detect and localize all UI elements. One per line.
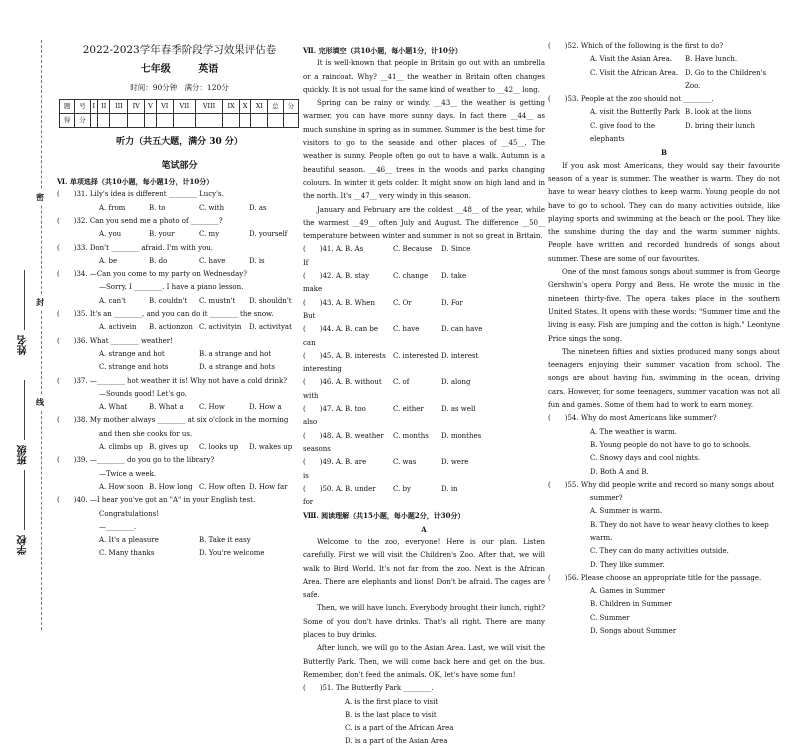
option[interactable]: C. Many thanks: [99, 549, 155, 558]
option[interactable]: A. Visit the Asian Area.: [590, 55, 672, 64]
option[interactable]: A. Games in Summer: [590, 587, 665, 596]
question-stem: ( )53. People at the zoo should not ________.: [548, 95, 714, 104]
score-cell[interactable]: [173, 114, 195, 128]
option[interactable]: C. strange and hots: [99, 363, 169, 372]
option[interactable]: C. Summer: [590, 613, 630, 622]
column-middle: [303, 44, 545, 749]
option[interactable]: D. can have: [441, 325, 483, 334]
option[interactable]: C. is a part of the African Area: [345, 724, 454, 733]
question-stem: ( )39. —________ do you go to the library?: [57, 456, 215, 465]
passage-b-paragraph: One of the most famous songs about summer is from George Gershwin's opera Porgy and Bess. He wrote the music in the nineteen thirty-five. The opera takes place in the southern United States. It opens with these words: "Summer time and the living is easy. Fish are jumping and the cotton is high." Leontyne Price sings the song.: [548, 268, 780, 343]
option[interactable]: A. Summer is warm.: [590, 507, 663, 516]
exam-title: 2022-2023学年春季阶段学习效果评估卷: [82, 44, 277, 56]
question-stem: ( )34. —Can you come to my party on Wednesday?: [57, 270, 247, 279]
cell: 题: [60, 99, 75, 113]
option[interactable]: B. too: [345, 405, 366, 414]
question-stem-line2: and then she cooks for us.: [99, 429, 193, 438]
option[interactable]: D. How a: [249, 403, 282, 412]
option[interactable]: D. shouldn't: [249, 296, 292, 305]
question-54: [548, 412, 780, 478]
option[interactable]: D. Both A and B.: [590, 467, 649, 476]
option[interactable]: A. The weather is warm.: [590, 427, 677, 436]
cell: X: [239, 99, 251, 113]
option[interactable]: B. actionzon: [149, 323, 193, 332]
cell: II: [97, 99, 110, 113]
option[interactable]: D. is: [249, 256, 265, 265]
total-score: 满分：120分: [184, 82, 229, 92]
question-35: [57, 308, 302, 335]
option[interactable]: D. as well: [441, 405, 476, 414]
question-stem-line2: —Sorry, I ________. I have a piano lesson.: [99, 283, 244, 292]
subject: 英语: [198, 64, 219, 76]
option[interactable]: B. Have lunch.: [685, 55, 738, 64]
cut-word: 封: [36, 295, 44, 310]
options[interactable]: [548, 106, 780, 119]
question-stem: ( )38. My mother always ________ at six o'clock in the morning: [57, 416, 289, 425]
option[interactable]: B. stay: [345, 272, 370, 281]
question-38: [57, 414, 302, 454]
score-header-row: [60, 99, 299, 113]
option[interactable]: B. are: [345, 458, 367, 467]
question-31: [57, 188, 302, 215]
question-34: [57, 268, 302, 308]
passage-b-paragraph: If you ask most Americans, they would say their favourite season of a year is summer. The weather is warm. They do not have to wear heavy clothes to keep warm. Young people do not have to go to school. They can do many activities outside, like playing sports and swimming at the beach or the pool. They like the sunshine during the day and the warm summer nights. People have written and recorded hundreds of songs about summer. These are some of our favourites.: [548, 161, 780, 263]
option[interactable]: D. How far: [249, 482, 288, 491]
question-stem: ( )36. What ________ weather!: [57, 336, 173, 345]
question-stem-line2: summer?: [590, 494, 623, 503]
option[interactable]: D. activityat: [249, 323, 292, 332]
option[interactable]: ( )48. A. seasons: [303, 431, 344, 453]
score-cell[interactable]: [195, 114, 222, 128]
cell: VIII: [195, 99, 222, 113]
options[interactable]: [57, 401, 302, 414]
option[interactable]: A. activein: [99, 323, 137, 332]
option[interactable]: A. visit the Butterfly Park: [590, 108, 681, 117]
option[interactable]: D. bring their lunch: [685, 121, 756, 130]
option[interactable]: B. When: [345, 298, 375, 307]
option[interactable]: A. It's a pleasure: [99, 536, 159, 545]
option[interactable]: C. Snowy days and cool nights.: [590, 454, 701, 463]
question-37: [57, 375, 302, 415]
option[interactable]: D. You're welcome: [199, 549, 265, 558]
cloze-paragraph-2: Spring can be rainy or windy. __43__ the weather is getting warmer, you can have more sunny days. In fact there __44__ as much sunshine in spring as in summer. Summer is the best time for visitors to go to the seaside and other places of __45__. The weather is sunny. People often go out to have a walk. Autumn is a beautiful season. __46__ trees in the woods and parks changing colours. In winter it gets colder. It might snow on high land and in the north. It's __47__ very windy in this season.: [303, 99, 545, 201]
score-cell[interactable]: [156, 114, 173, 128]
option[interactable]: B. do: [149, 256, 168, 265]
option[interactable]: ( )44. A. can: [303, 325, 344, 347]
option[interactable]: B. look at the lions: [685, 108, 752, 117]
time-limit: 时间：90分钟: [130, 82, 178, 92]
option[interactable]: A. is the first place to visit: [345, 697, 439, 706]
option[interactable]: C. have: [393, 325, 420, 334]
option[interactable]: ( )49. A. is: [303, 458, 344, 480]
cell: V: [145, 99, 157, 113]
section-8-heading: Ⅷ. 阅读理解（共15小题，每小题2分，计30分）: [303, 511, 465, 521]
cloze-row[interactable]: [303, 403, 545, 430]
score-cell[interactable]: [128, 114, 145, 128]
cell: IV: [128, 99, 145, 113]
cloze-row[interactable]: [303, 350, 545, 377]
option[interactable]: ( )50. A. for: [303, 484, 344, 507]
option[interactable]: B. without: [345, 378, 382, 387]
question-51: [303, 682, 545, 748]
question-stem: ( )32. Can you send me a photo of ________?: [57, 216, 223, 225]
option[interactable]: D. is a part of the Asian Area: [345, 737, 448, 746]
question-stem: ( )56. Please choose an appropriate title for the passage.: [548, 573, 762, 582]
options[interactable]: [57, 255, 302, 268]
question-32: [57, 215, 302, 242]
score-cell[interactable]: [97, 114, 110, 128]
cell: 号: [75, 99, 90, 113]
score-cell[interactable]: [283, 114, 298, 128]
option[interactable]: C. either: [393, 405, 424, 414]
options[interactable]: [57, 547, 302, 560]
score-cell[interactable]: [90, 114, 97, 128]
option[interactable]: D. wakes up: [249, 443, 293, 452]
option[interactable]: C. give food to the elephants: [590, 121, 656, 144]
option[interactable]: ( )42. A. make: [303, 272, 344, 294]
class-label: 班级: [18, 445, 29, 465]
score-cell[interactable]: [145, 114, 157, 128]
option[interactable]: C. of: [393, 378, 410, 387]
cell: 分: [283, 99, 298, 113]
score-cell[interactable]: [110, 114, 128, 128]
options[interactable]: [57, 202, 302, 215]
option[interactable]: C. have: [199, 256, 226, 265]
question-stem-line2: —Twice a week.: [99, 469, 157, 478]
cell: 得: [60, 114, 75, 128]
cloze-options: [303, 243, 545, 509]
passage-b-paragraph: The nineteen fifties and sixties produced many songs about teenagers enjoying their summer vacation from school. The songs are about having fun, swimming in the ocean, driving cars. However, for some teenagers, summer vacation was not all fun and games. Some of them had to work to earn money.: [548, 347, 780, 410]
question-39: [57, 454, 302, 494]
cloze-row[interactable]: [303, 430, 545, 457]
cell: I: [90, 99, 97, 113]
option[interactable]: B. They do not have to wear heavy clothes to keep warm.: [590, 520, 769, 542]
option[interactable]: C. mustn't: [199, 296, 236, 305]
option[interactable]: A. be: [99, 256, 118, 265]
passage-b-label: B: [661, 148, 667, 158]
cloze-row[interactable]: [303, 243, 545, 270]
option[interactable]: D. For: [441, 298, 463, 307]
question-52: [548, 40, 780, 93]
option[interactable]: D. take: [441, 272, 467, 281]
cloze-row[interactable]: [303, 376, 545, 403]
option[interactable]: ( )47. A. also: [303, 405, 344, 427]
question-stem: ( )55. Why did people write and record so many songs about: [548, 480, 775, 489]
option[interactable]: B. What a: [149, 403, 184, 412]
option[interactable]: C. How often: [199, 482, 246, 491]
passage-a-label: A: [421, 524, 427, 534]
cloze-row[interactable]: [303, 483, 545, 510]
option[interactable]: D. along: [441, 378, 471, 387]
question-stem: ( )35. It's an ________, and you can do it ________ the snow.: [57, 310, 274, 319]
option[interactable]: A. strange and hot: [99, 349, 165, 358]
question-stem-line3: —________.: [99, 522, 137, 531]
option[interactable]: B. Children in Summer: [590, 600, 672, 609]
option[interactable]: C. by: [393, 484, 411, 493]
question-stem: ( )52. Which of the following is the first to do?: [548, 42, 724, 50]
options[interactable]: [57, 228, 302, 241]
question-stem-line2: Congratulations!: [99, 509, 159, 518]
question-56: [548, 572, 780, 638]
option[interactable]: B. under: [345, 484, 376, 493]
option[interactable]: C. was: [393, 458, 417, 467]
school-label: 学校: [18, 535, 29, 555]
option[interactable]: C. Because: [393, 245, 433, 254]
options[interactable]: [57, 534, 302, 547]
option[interactable]: C. looks up: [199, 443, 239, 452]
option[interactable]: B. How long: [149, 482, 193, 491]
options[interactable]: [57, 348, 302, 361]
option[interactable]: D. Go to the Children's Zoo.: [685, 68, 767, 90]
passage-a-paragraph: After lunch, we will go to the Asian Area. Last, we will visit the Butterfly Park. Then, we will come back here and get on the bus. Remember, don't feed the animals. OK, let's have some fun!: [303, 644, 545, 679]
question-55: [548, 479, 780, 572]
options[interactable]: [57, 441, 302, 454]
option[interactable]: C. with: [199, 203, 225, 212]
option[interactable]: ( )45. A. interesting: [303, 351, 344, 374]
cell: VI: [156, 99, 173, 113]
passage-a-paragraph: Welcome to the zoo, everyone! Here is our plan. Listen carefully. First we will visit the Children's Zoo. After that, we will walk to Bird World. It's not far from the zoo. Next is the African Area. There are elephants and lions! Don't be afraid. The cages are safe.: [303, 537, 545, 600]
cut-line: [41, 40, 42, 630]
score-cell[interactable]: [223, 114, 240, 128]
listening-heading: 听力（共五大题，满分 30 分）: [116, 137, 243, 148]
question-33: [57, 242, 302, 269]
cloze-row[interactable]: [303, 270, 545, 297]
score-cell[interactable]: [268, 114, 283, 128]
cloze-paragraph-3: January and February are the coldest __48__ of the year, while the warmest __49__ often July and August. The difference __50__ temperature between winter and summer is not so great in Britain.: [303, 205, 545, 241]
option[interactable]: A. What: [99, 403, 128, 412]
grade: 七年级: [140, 64, 171, 76]
options[interactable]: [57, 361, 302, 374]
option[interactable]: B. a strange and hot: [199, 349, 272, 358]
option[interactable]: B. Young people do not have to go to schools.: [590, 440, 752, 449]
option[interactable]: B. can be: [345, 325, 379, 334]
cloze-row[interactable]: [303, 323, 545, 350]
written-heading: 笔试部分: [161, 160, 198, 171]
name-line[interactable]: [24, 270, 25, 330]
class-line[interactable]: [24, 380, 25, 440]
option[interactable]: D. were: [441, 458, 469, 467]
option[interactable]: C. They can do many activities outside.: [590, 547, 729, 556]
option[interactable]: D. They like summer.: [590, 560, 665, 569]
score-cell[interactable]: [251, 114, 268, 128]
question-36: [57, 335, 302, 375]
cut-word: 线: [36, 395, 44, 410]
score-value-row: [60, 114, 299, 128]
option[interactable]: D. interest: [441, 351, 479, 360]
option[interactable]: C. months: [393, 431, 429, 440]
option[interactable]: B. weather: [345, 431, 384, 440]
cloze-paragraph-1: It is well-known that people in Britain go out with an umbrella or a raincoat. Why? __41__ the weather in Britain often changes quickly. It is not usual for the same kind of weather to __42__ long.: [303, 59, 545, 94]
cloze-row[interactable]: [303, 297, 545, 324]
option[interactable]: C. activityin: [199, 323, 242, 332]
option[interactable]: D. as: [249, 203, 267, 212]
column-right: [548, 40, 780, 638]
question-stem: ( )31. Lily's idea is different ________ Lucy's.: [57, 190, 224, 199]
option[interactable]: C. my: [199, 230, 220, 239]
question-40: [57, 494, 302, 560]
question-stem: ( )33. Don't ________ afraid. I'm with you.: [57, 243, 214, 252]
option[interactable]: C. Or: [393, 298, 412, 307]
option[interactable]: B. As: [345, 245, 364, 254]
option[interactable]: C. How: [199, 403, 225, 412]
school-line[interactable]: [24, 470, 25, 530]
options[interactable]: [548, 53, 780, 66]
score-cell[interactable]: [239, 114, 251, 128]
cell: 总: [268, 99, 283, 113]
option[interactable]: B. Take it easy: [199, 536, 251, 545]
cell: VII: [173, 99, 195, 113]
name-label: 姓名: [18, 335, 29, 355]
option[interactable]: A. climbs up: [99, 443, 143, 452]
question-stem: ( )54. Why do most Americans like summer?: [548, 414, 717, 423]
column-left: [57, 40, 302, 561]
option[interactable]: A. can't: [99, 296, 126, 305]
options[interactable]: [548, 120, 780, 147]
option[interactable]: D. yourself: [249, 230, 288, 239]
cut-word: 密: [36, 190, 44, 205]
option[interactable]: B. your: [149, 230, 175, 239]
cell: III: [110, 99, 128, 113]
section-6-heading: Ⅵ. 单项选择（共10小题，每小题1分，计10分）: [57, 177, 214, 187]
section-7-heading: Ⅶ. 完形填空（共10小题，每小题1分，计10分）: [303, 46, 462, 55]
option[interactable]: A. from: [99, 203, 126, 212]
option[interactable]: A. you: [99, 230, 122, 239]
option[interactable]: C. change: [393, 272, 429, 281]
option[interactable]: A. How soon: [99, 482, 144, 491]
option[interactable]: B. gives up: [149, 443, 189, 452]
exam-meta: [57, 81, 302, 94]
binding-margin: [0, 0, 44, 635]
option[interactable]: D. monthes: [441, 431, 482, 440]
option[interactable]: ( )41. A. If: [303, 245, 344, 267]
cell: IX: [223, 99, 240, 113]
score-table: [59, 99, 299, 129]
option[interactable]: D. in: [441, 484, 458, 493]
option[interactable]: C. interested: [393, 351, 439, 360]
options[interactable]: [548, 67, 780, 94]
option[interactable]: ( )46. A. with: [303, 378, 344, 400]
options[interactable]: [57, 481, 302, 494]
option[interactable]: ( )43. A. But: [303, 298, 344, 320]
options[interactable]: [57, 295, 302, 308]
question-stem-line2: —Sounds good! Let's go.: [99, 389, 187, 398]
option[interactable]: D. Since: [441, 245, 471, 254]
cell: XI: [251, 99, 268, 113]
question-stem: ( )40. —I hear you've got an "A" in your English test.: [57, 496, 256, 505]
question-53: [548, 93, 780, 146]
option[interactable]: D. a strange and hots: [199, 363, 276, 372]
option[interactable]: B. to: [149, 203, 166, 212]
cell: 分: [75, 114, 90, 128]
option[interactable]: D. Songs about Summer: [590, 627, 677, 636]
grade-subject: [57, 63, 302, 76]
option[interactable]: B. is the last place to visit: [345, 710, 437, 719]
option[interactable]: C. Visit the African Area.: [590, 68, 679, 77]
cloze-row[interactable]: [303, 456, 545, 483]
question-stem: ( )51. The Butterfly Park ________.: [303, 684, 434, 693]
options[interactable]: [57, 321, 302, 334]
question-stem: ( )37. —________ hot weather it is! Why not have a cold drink?: [57, 376, 287, 385]
option[interactable]: B. interests: [345, 351, 386, 360]
option[interactable]: B. couldn't: [149, 296, 188, 305]
passage-a-paragraph: Then, we will have lunch. Everybody brought their lunch, right? Some of you don't have drinks. That's all right. There are many places to buy drinks.: [303, 604, 545, 640]
